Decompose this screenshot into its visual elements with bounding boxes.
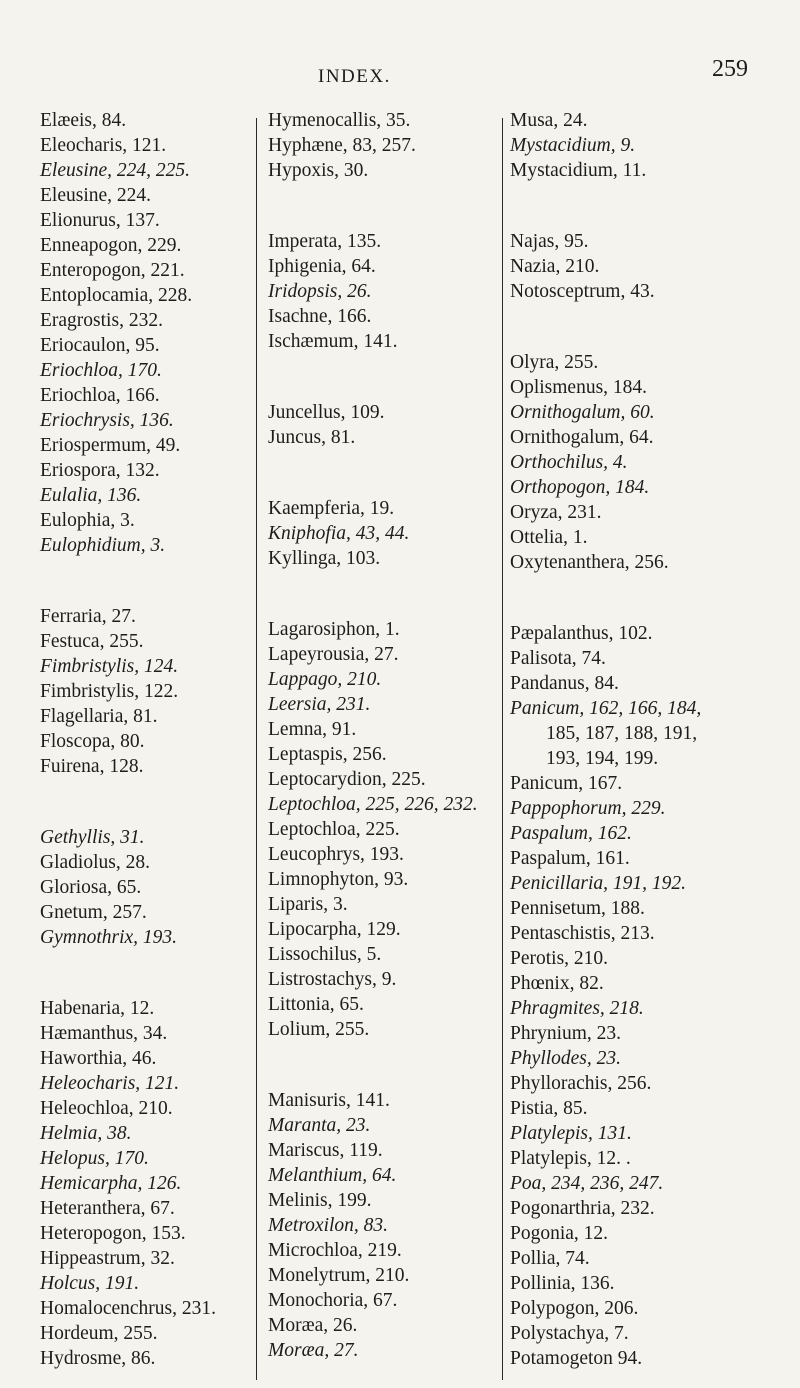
index-entry: Eriocaulon, 95. — [40, 335, 160, 356]
index-entry: Ornithogalum, 60. — [510, 402, 655, 423]
index-entry: Moræa, 27. — [268, 1340, 359, 1361]
running-title: INDEX. — [318, 66, 391, 87]
index-entry: Homalocenchrus, 231. — [40, 1298, 216, 1319]
index-entry: Eriospermum, 49. — [40, 435, 181, 456]
index-entry: Eriospora, 132. — [40, 460, 160, 481]
index-entry: Hippeastrum, 32. — [40, 1248, 175, 1269]
index-entry: Phyllodes, 23. — [510, 1048, 622, 1069]
index-entry: Hymenocallis, 35. — [268, 110, 411, 131]
index-entry: Fuirena, 128. — [40, 756, 144, 777]
letter-group — [510, 108, 772, 183]
index-entry: Moræa, 26. — [268, 1315, 358, 1336]
index-entry: Pollia, 74. — [510, 1248, 590, 1269]
index-entry: Pæpalanthus, 102. — [510, 623, 653, 644]
index-entry: Eriochloa, 166. — [40, 385, 160, 406]
index-entry: Littonia, 65. — [268, 994, 364, 1015]
index-entry: Orthochilus, 4. — [510, 452, 628, 473]
index-entry: Lemna, 91. — [268, 719, 357, 740]
index-entry: Eragrostis, 232. — [40, 310, 163, 331]
index-entry: Lapeyrousia, 27. — [268, 644, 399, 665]
index-entry: Panicum, 162, 166, 184, — [510, 698, 702, 719]
index-entry: Eleusine, 224. — [40, 185, 152, 206]
index-entry: Monelytrum, 210. — [268, 1265, 410, 1286]
index-entry: Imperata, 135. — [268, 231, 382, 252]
index-column-3 — [510, 108, 772, 1371]
index-entry: Helmia, 38. — [40, 1123, 132, 1144]
index-entry: Phyllorachis, 256. — [510, 1073, 652, 1094]
index-entry: Maranta, 23. — [268, 1115, 371, 1136]
index-entry: Heteropogon, 153. — [40, 1223, 186, 1244]
index-entry: Enteropogon, 221. — [40, 260, 185, 281]
index-entry: Paspalum, 162. — [510, 823, 632, 844]
index-entry: Pollinia, 136. — [510, 1273, 615, 1294]
index-entry: Gymnothrix, 193. — [40, 927, 178, 948]
index-entry: Perotis, 210. — [510, 948, 609, 969]
index-entry: Mystacidium, 11. — [510, 160, 647, 181]
index-entry: Enneapogon, 229. — [40, 235, 182, 256]
index-entry: Heteranthera, 67. — [40, 1198, 175, 1219]
index-entry: Habenaria, 12. — [40, 998, 155, 1019]
index-entry: Eleusine, 224, 225. — [40, 160, 191, 181]
letter-group — [40, 604, 258, 779]
index-entry: Heleocharis, 121. — [40, 1073, 180, 1094]
index-entry: Fimbristylis, 122. — [40, 681, 179, 702]
index-entry: Iphigenia, 64. — [268, 256, 376, 277]
index-entry: Festuca, 255. — [40, 631, 144, 652]
index-entry: Heleochloa, 210. — [40, 1098, 173, 1119]
letter-group — [268, 108, 503, 183]
index-entry: Helopus, 170. — [40, 1148, 149, 1169]
index-entry: Ischæmum, 141. — [268, 331, 398, 352]
letter-group — [268, 1088, 503, 1363]
index-entry: Phœnix, 82. — [510, 973, 604, 994]
index-entry: Eulalia, 136. — [40, 485, 142, 506]
index-entry: Fimbristylis, 124. — [40, 656, 179, 677]
index-entry: Panicum, 167. — [510, 773, 623, 794]
index-entry: Juncellus, 109. — [268, 402, 385, 423]
index-entry: Metroxilon, 83. — [268, 1215, 389, 1236]
index-entry: Ottelia, 1. — [510, 527, 588, 548]
index-entry: Liparis, 3. — [268, 894, 348, 915]
index-entry: Olyra, 255. — [510, 352, 599, 373]
index-entry: Entoplocamia, 228. — [40, 285, 193, 306]
index-entry: Notosceptrum, 43. — [510, 281, 655, 302]
index-entry: Kniphofia, 43, 44. — [268, 523, 410, 544]
index-entry: Gnetum, 257. — [40, 902, 147, 923]
letter-group — [268, 617, 503, 1042]
index-entry: Elæeis, 84. — [40, 110, 127, 131]
index-entry: Melanthium, 64. — [268, 1165, 397, 1186]
index-entry: Leptochloa, 225. — [268, 819, 400, 840]
index-entry: Gloriosa, 65. — [40, 877, 142, 898]
index-entry: Polypogon, 206. — [510, 1298, 639, 1319]
index-entry: Gethyllis, 31. — [40, 827, 145, 848]
index-entry: Floscopa, 80. — [40, 731, 145, 752]
index-entry: Eriochrysis, 136. — [40, 410, 174, 431]
letter-group — [510, 350, 772, 575]
index-entry: Phrynium, 23. — [510, 1023, 622, 1044]
index-entry: Elionurus, 137. — [40, 210, 160, 231]
index-entry: Platylepis, 12. . — [510, 1148, 631, 1169]
index-entry: Pandanus, 84. — [510, 673, 619, 694]
index-entry: Limnophyton, 93. — [268, 869, 409, 890]
index-entry: Pentaschistis, 213. — [510, 923, 655, 944]
index-entry: Leptaspis, 256. — [268, 744, 387, 765]
index-entry: Kyllinga, 103. — [268, 548, 381, 569]
index-entry: Holcus, 191. — [40, 1273, 140, 1294]
index-entry: Microchloa, 219. — [268, 1240, 402, 1261]
index-entry: Ornithogalum, 64. — [510, 427, 654, 448]
index-entry: Oryza, 231. — [510, 502, 602, 523]
index-entry: Musa, 24. — [510, 110, 588, 131]
index-entry: Leucophrys, 193. — [268, 844, 404, 865]
letter-group — [510, 229, 772, 304]
index-entry: Monochoria, 67. — [268, 1290, 398, 1311]
index-entry: Oplismenus, 184. — [510, 377, 648, 398]
letter-group — [40, 825, 258, 950]
index-entry: Leersia, 231. — [268, 694, 371, 715]
index-entry: Kaempferia, 19. — [268, 498, 395, 519]
letter-group — [40, 108, 258, 558]
index-entry-continuation: 193, 194, 199. — [546, 748, 659, 769]
index-entry: Lagarosiphon, 1. — [268, 619, 400, 640]
index-entry: Ferraria, 27. — [40, 606, 136, 627]
index-entry: Haworthia, 46. — [40, 1048, 157, 1069]
index-entry: Manisuris, 141. — [268, 1090, 390, 1111]
index-entry: Melinis, 199. — [268, 1190, 372, 1211]
index-entry: Flagellaria, 81. — [40, 706, 158, 727]
index-entry: Iridopsis, 26. — [268, 281, 372, 302]
index-entry: Mariscus, 119. — [268, 1140, 383, 1161]
index-entry: Leptochloa, 225, 226, 232. — [268, 794, 478, 815]
index-entry: Mystacidium, 9. — [510, 135, 636, 156]
index-entry: Pistia, 85. — [510, 1098, 588, 1119]
index-entry: Penicillaria, 191, 192. — [510, 873, 687, 894]
index-entry: Pappophorum, 229. — [510, 798, 666, 819]
page-number: 259 — [712, 56, 748, 82]
index-entry: Palisota, 74. — [510, 648, 606, 669]
index-entry: Eulophia, 3. — [40, 510, 135, 531]
index-entry: Poa, 234, 236, 247. — [510, 1173, 664, 1194]
index-entry: Lipocarpha, 129. — [268, 919, 401, 940]
index-entry: Pogonarthria, 232. — [510, 1198, 655, 1219]
index-entry: Hordeum, 255. — [40, 1323, 158, 1344]
letter-group — [510, 621, 772, 1371]
index-entry: Leptocarydion, 225. — [268, 769, 426, 790]
index-column-2 — [268, 108, 503, 1363]
index-entry: Paspalum, 161. — [510, 848, 630, 869]
index-entry: Hydrosme, 86. — [40, 1348, 156, 1369]
index-entry: Hyphæne, 83, 257. — [268, 135, 416, 156]
index-entry: Hemicarpha, 126. — [40, 1173, 182, 1194]
index-entry: Lissochilus, 5. — [268, 944, 382, 965]
index-entry: Listrostachys, 9. — [268, 969, 397, 990]
index-entry: Gladiolus, 28. — [40, 852, 150, 873]
letter-group — [268, 229, 503, 354]
index-entry: Platylepis, 131. — [510, 1123, 632, 1144]
index-entry: Potamogeton 94. — [510, 1348, 643, 1369]
index-entry: Nazia, 210. — [510, 256, 600, 277]
letter-group — [40, 996, 258, 1371]
index-entry: Isachne, 166. — [268, 306, 372, 327]
index-entry: Lappago, 210. — [268, 669, 382, 690]
index-entry: Pennisetum, 188. — [510, 898, 645, 919]
index-entry: Eriochloa, 170. — [40, 360, 162, 381]
letter-group — [268, 400, 503, 450]
index-entry-continuation: 185, 187, 188, 191, — [546, 723, 698, 744]
page-header — [0, 56, 800, 96]
index-entry: Phragmites, 218. — [510, 998, 644, 1019]
index-entry: Eleocharis, 121. — [40, 135, 167, 156]
index-entry: Polystachya, 7. — [510, 1323, 629, 1344]
index-entry: Eulophidium, 3. — [40, 535, 166, 556]
index-column-1 — [40, 108, 258, 1371]
index-entry: Orthopogon, 184. — [510, 477, 650, 498]
index-entry: Hypoxis, 30. — [268, 160, 369, 181]
index-entry: Juncus, 81. — [268, 427, 356, 448]
index-entry: Lolium, 255. — [268, 1019, 370, 1040]
letter-group — [268, 496, 503, 571]
index-entry: Oxytenanthera, 256. — [510, 552, 669, 573]
index-entry: Hæmanthus, 34. — [40, 1023, 168, 1044]
index-entry: Najas, 95. — [510, 231, 589, 252]
index-entry: Pogonia, 12. — [510, 1223, 609, 1244]
